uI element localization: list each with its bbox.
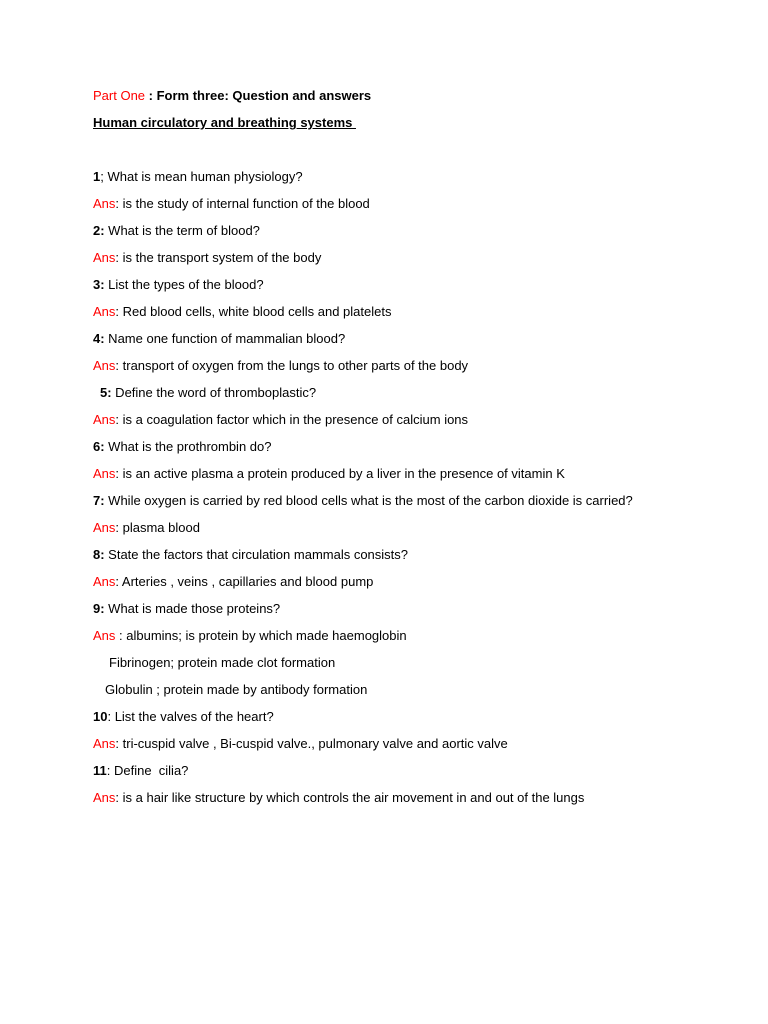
question-text: Name one function of mammalian blood? [104,331,346,346]
answer-5-line [93,406,633,433]
question-5-line [93,379,633,406]
answer-8-line [93,568,633,595]
answer-sub-text: Globulin ; protein made by antibody formation [105,682,368,697]
question-text: State the factors that circulation mammals consists? [104,547,409,562]
answer-label: Ans [93,790,116,805]
section-subtitle: Human circulatory and breathing systems [93,115,356,130]
question-text: Define the word of thromboplastic? [111,385,317,400]
question-number: 8: [93,547,105,562]
question-3-line [93,271,633,298]
question-6-line [93,433,633,460]
question-text: : Define cilia? [106,763,189,778]
answer-label: Ans [93,196,116,211]
question-1-line [93,163,633,190]
question-text: List the types of the blood? [104,277,264,292]
answer-label: Ans [93,250,116,265]
answer-9-line [93,622,633,649]
answer-label: Ans [93,412,116,427]
question-text: ; What is mean human physiology? [100,169,303,184]
question-number: 4: [93,331,105,346]
question-number: 6: [93,439,105,454]
answer-text: : plasma blood [115,520,200,535]
question-number: 3: [93,277,105,292]
answer-text: : is the transport system of the body [115,250,322,265]
question-text: What is made those proteins? [104,601,281,616]
answer-label: Ans [93,304,116,319]
answer-9-fibrinogen-line [93,649,633,676]
question-8-line [93,541,633,568]
answer-11-line [93,784,633,811]
answer-label: Ans [93,736,116,751]
question-text: What is the term of blood? [104,223,260,238]
question-10-line [93,703,633,730]
answer-text: : is an active plasma a protein produced by a liver in the presence of vitamin K [115,466,565,481]
question-4-line [93,325,633,352]
section-subtitle-line [93,109,633,136]
question-number: 10 [93,709,108,724]
answer-text: : is the study of internal function of the blood [115,196,370,211]
answer-text: : Arteries , veins , capillaries and blood pump [115,574,374,589]
question-number: 7: [93,493,105,508]
question-number: 11 [93,763,107,778]
page-title [93,82,633,109]
question-number: 5: [100,385,112,400]
answer-3-line [93,298,633,325]
answer-label: Ans [93,466,116,481]
question-text: : List the valves of the heart? [107,709,274,724]
question-11-line [93,757,633,784]
question-7-line [93,487,633,514]
question-text: While oxygen is carried by red blood cells what is the most of the carbon dioxide is carried? [104,493,633,508]
answer-text: : Red blood cells, white blood cells and platelets [115,304,392,319]
answer-label: Ans [93,358,116,373]
answer-text: : albumins; is protein by which made haemoglobin [115,628,407,643]
answer-label: Ans [93,574,116,589]
answer-label: Ans [93,520,116,535]
answer-text: : transport of oxygen from the lungs to other parts of the body [115,358,469,373]
answer-text: : is a coagulation factor which in the presence of calcium ions [115,412,469,427]
answer-6-line [93,460,633,487]
answer-text: : tri-cuspid valve , Bi-cuspid valve., pulmonary valve and aortic valve [115,736,508,751]
answer-7-line [93,514,633,541]
answer-label: Ans [93,628,116,643]
answer-text: : is a hair like structure by which controls the air movement in and out of the lungs [115,790,585,805]
question-number: 9: [93,601,105,616]
question-number: 1 [93,169,101,184]
answer-4-line [93,352,633,379]
answer-10-line [93,730,633,757]
blank-line [93,136,633,163]
question-9-line [93,595,633,622]
part-label: Part One [93,88,146,103]
answer-1-line [93,190,633,217]
document-page [93,82,633,811]
question-number: 2: [93,223,105,238]
answer-2-line [93,244,633,271]
answer-sub-text: Fibrinogen; protein made clot formation [109,655,336,670]
part-title: : Form three: Question and answers [145,88,372,103]
question-2-line [93,217,633,244]
question-text: What is the prothrombin do? [104,439,272,454]
answer-9-globulin-line [93,676,633,703]
